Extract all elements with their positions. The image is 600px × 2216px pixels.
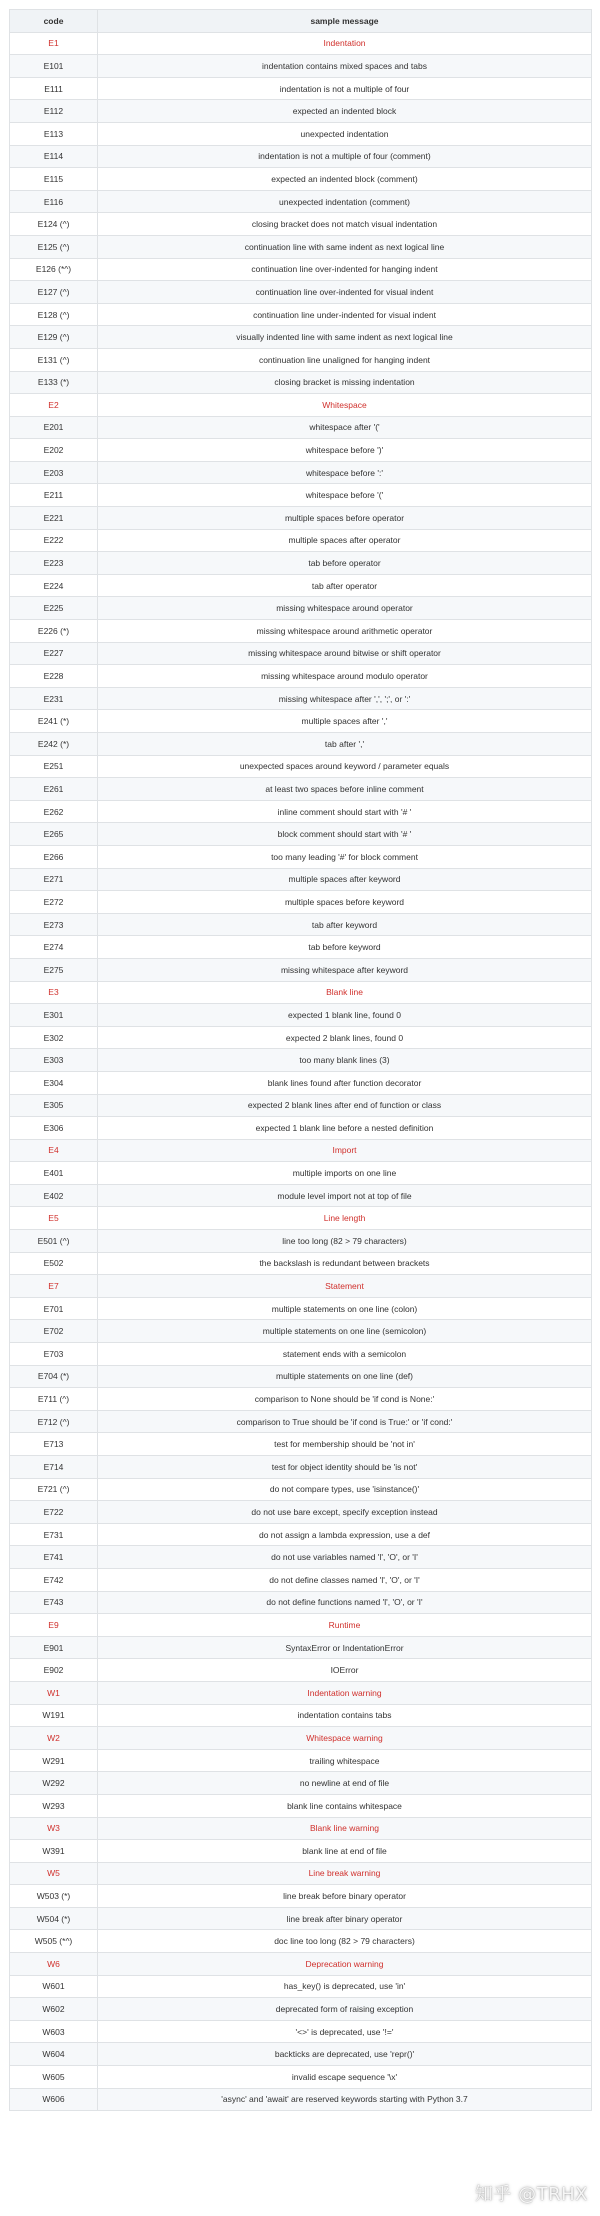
table-row xyxy=(10,281,592,304)
table-row xyxy=(10,1026,592,1049)
message-cell: block comment should start with '# ' xyxy=(98,823,592,846)
code-cell: E222 xyxy=(10,529,98,552)
table-row xyxy=(10,1343,592,1366)
code-cell: W605 xyxy=(10,2066,98,2089)
message-cell: missing whitespace after ',', ';', or ':' xyxy=(98,687,592,710)
message-cell: expected 1 blank line, found 0 xyxy=(98,1004,592,1027)
code-cell: E1 xyxy=(10,32,98,55)
table-row xyxy=(10,1320,592,1343)
message-cell: indentation contains mixed spaces and tabs xyxy=(98,55,592,78)
code-cell: E5 xyxy=(10,1207,98,1230)
message-cell: indentation contains tabs xyxy=(98,1704,592,1727)
message-cell: tab after ',' xyxy=(98,733,592,756)
group-header-row xyxy=(10,394,592,417)
table-row xyxy=(10,1907,592,1930)
table-row xyxy=(10,1071,592,1094)
message-cell: multiple spaces before operator xyxy=(98,507,592,530)
code-cell: E228 xyxy=(10,665,98,688)
message-cell: multiple spaces before keyword xyxy=(98,891,592,914)
code-cell: E9 xyxy=(10,1614,98,1637)
code-cell: E272 xyxy=(10,891,98,914)
message-cell: blank line contains whitespace xyxy=(98,1794,592,1817)
watermark-text: 知乎 @TRHX xyxy=(474,2184,588,2205)
table-row xyxy=(10,1297,592,1320)
message-cell: deprecated form of raising exception xyxy=(98,1998,592,2021)
table-row xyxy=(10,2088,592,2111)
message-cell: '<>' is deprecated, use '!=' xyxy=(98,2020,592,2043)
code-cell: W601 xyxy=(10,1975,98,1998)
table-row xyxy=(10,529,592,552)
table-row xyxy=(10,1523,592,1546)
message-cell: missing whitespace around arithmetic operator xyxy=(98,620,592,643)
group-header-row xyxy=(10,981,592,1004)
table-row xyxy=(10,213,592,236)
message-cell: blank lines found after function decorator xyxy=(98,1071,592,1094)
message-cell: unexpected indentation xyxy=(98,122,592,145)
message-cell: whitespace before ':' xyxy=(98,461,592,484)
table-row xyxy=(10,1794,592,1817)
code-cell: E227 xyxy=(10,642,98,665)
code-cell: E4 xyxy=(10,1139,98,1162)
code-cell: W603 xyxy=(10,2020,98,2043)
message-cell: multiple statements on one line (semicolon) xyxy=(98,1320,592,1343)
code-cell: E265 xyxy=(10,823,98,846)
table-row xyxy=(10,303,592,326)
code-cell: E711 (^) xyxy=(10,1388,98,1411)
code-cell: W291 xyxy=(10,1749,98,1772)
message-cell: multiple spaces after keyword xyxy=(98,868,592,891)
code-cell: E224 xyxy=(10,574,98,597)
message-cell: multiple spaces after ',' xyxy=(98,710,592,733)
code-cell: E211 xyxy=(10,484,98,507)
code-cell: E261 xyxy=(10,778,98,801)
code-cell: W391 xyxy=(10,1840,98,1863)
table-row xyxy=(10,1840,592,1863)
message-cell: continuation line under-indented for visual indent xyxy=(98,303,592,326)
code-cell: E266 xyxy=(10,845,98,868)
code-cell: W3 xyxy=(10,1817,98,1840)
message-cell: indentation is not a multiple of four xyxy=(98,77,592,100)
message-cell: missing whitespace around operator xyxy=(98,597,592,620)
code-cell: E502 xyxy=(10,1252,98,1275)
message-cell: Indentation warning xyxy=(98,1681,592,1704)
message-cell: line break before binary operator xyxy=(98,1885,592,1908)
message-cell: too many leading '#' for block comment xyxy=(98,845,592,868)
table-row xyxy=(10,1365,592,1388)
message-cell: expected an indented block (comment) xyxy=(98,168,592,191)
message-cell: do not use bare except, specify exception instead xyxy=(98,1501,592,1524)
code-cell: E203 xyxy=(10,461,98,484)
code-cell: W604 xyxy=(10,2043,98,2066)
message-cell: IOError xyxy=(98,1659,592,1682)
table-row xyxy=(10,1117,592,1140)
code-cell: E242 (*) xyxy=(10,733,98,756)
message-cell: continuation line over-indented for hanging indent xyxy=(98,258,592,281)
table-row xyxy=(10,1704,592,1727)
table-row xyxy=(10,1094,592,1117)
message-cell: Blank line xyxy=(98,981,592,1004)
message-cell: Blank line warning xyxy=(98,1817,592,1840)
code-cell: W5 xyxy=(10,1862,98,1885)
message-cell: comparison to True should be 'if cond is True:' or 'if cond:' xyxy=(98,1410,592,1433)
table-row xyxy=(10,891,592,914)
code-cell: E274 xyxy=(10,936,98,959)
code-cell: E202 xyxy=(10,439,98,462)
group-header-row xyxy=(10,1139,592,1162)
message-cell: unexpected spaces around keyword / parameter equals xyxy=(98,755,592,778)
table-row xyxy=(10,1885,592,1908)
code-cell: E226 (*) xyxy=(10,620,98,643)
message-cell: multiple spaces after operator xyxy=(98,529,592,552)
message-cell: do not define functions named 'l', 'O', or 'I' xyxy=(98,1591,592,1614)
message-cell: Statement xyxy=(98,1275,592,1298)
code-cell: E223 xyxy=(10,552,98,575)
message-cell: Whitespace xyxy=(98,394,592,417)
message-cell: do not compare types, use 'isinstance()' xyxy=(98,1478,592,1501)
code-cell: W503 (*) xyxy=(10,1885,98,1908)
message-cell: module level import not at top of file xyxy=(98,1184,592,1207)
header-message: sample message xyxy=(98,10,592,33)
table-row xyxy=(10,258,592,281)
table-row xyxy=(10,1591,592,1614)
code-cell: E115 xyxy=(10,168,98,191)
code-cell: E273 xyxy=(10,913,98,936)
table-row xyxy=(10,1252,592,1275)
table-row xyxy=(10,1930,592,1953)
table-row xyxy=(10,2020,592,2043)
table-row xyxy=(10,936,592,959)
table-row xyxy=(10,868,592,891)
table-row xyxy=(10,348,592,371)
code-cell: E124 (^) xyxy=(10,213,98,236)
table-row xyxy=(10,235,592,258)
code-cell: W606 xyxy=(10,2088,98,2111)
table-row xyxy=(10,845,592,868)
message-cell: line break after binary operator xyxy=(98,1907,592,1930)
message-cell: unexpected indentation (comment) xyxy=(98,190,592,213)
message-cell: continuation line with same indent as next logical line xyxy=(98,235,592,258)
message-cell: blank line at end of file xyxy=(98,1840,592,1863)
message-cell: do not define classes named 'l', 'O', or 'I' xyxy=(98,1568,592,1591)
code-cell: E721 (^) xyxy=(10,1478,98,1501)
group-header-row xyxy=(10,32,592,55)
table-row xyxy=(10,755,592,778)
message-cell: test for object identity should be 'is not' xyxy=(98,1456,592,1479)
message-cell: invalid escape sequence '\x' xyxy=(98,2066,592,2089)
table-row xyxy=(10,100,592,123)
code-cell: W293 xyxy=(10,1794,98,1817)
table-row xyxy=(10,1772,592,1795)
code-cell: E225 xyxy=(10,597,98,620)
code-cell: E231 xyxy=(10,687,98,710)
message-cell: line too long (82 > 79 characters) xyxy=(98,1230,592,1253)
message-cell: do not assign a lambda expression, use a def xyxy=(98,1523,592,1546)
code-cell: E114 xyxy=(10,145,98,168)
message-cell: Import xyxy=(98,1139,592,1162)
message-cell: no newline at end of file xyxy=(98,1772,592,1795)
message-cell: test for membership should be 'not in' xyxy=(98,1433,592,1456)
error-code-table-container xyxy=(9,9,591,2111)
message-cell: SyntaxError or IndentationError xyxy=(98,1636,592,1659)
message-cell: closing bracket is missing indentation xyxy=(98,371,592,394)
code-cell: E501 (^) xyxy=(10,1230,98,1253)
group-header-row xyxy=(10,1953,592,1976)
message-cell: tab before keyword xyxy=(98,936,592,959)
message-cell: indentation is not a multiple of four (comment) xyxy=(98,145,592,168)
table-row xyxy=(10,1388,592,1411)
table-row xyxy=(10,687,592,710)
code-cell: E741 xyxy=(10,1546,98,1569)
table-row xyxy=(10,778,592,801)
table-row xyxy=(10,1636,592,1659)
code-cell: E131 (^) xyxy=(10,348,98,371)
table-row xyxy=(10,1230,592,1253)
group-header-row xyxy=(10,1862,592,1885)
code-cell: E901 xyxy=(10,1636,98,1659)
table-row xyxy=(10,642,592,665)
message-cell: tab before operator xyxy=(98,552,592,575)
table-row xyxy=(10,77,592,100)
table-row xyxy=(10,1410,592,1433)
message-cell: whitespace before ')' xyxy=(98,439,592,462)
code-cell: E702 xyxy=(10,1320,98,1343)
code-cell: E127 (^) xyxy=(10,281,98,304)
message-cell: tab after operator xyxy=(98,574,592,597)
table-row xyxy=(10,416,592,439)
message-cell: expected 1 blank line before a nested definition xyxy=(98,1117,592,1140)
code-cell: E302 xyxy=(10,1026,98,1049)
table-row xyxy=(10,574,592,597)
message-cell: backticks are deprecated, use 'repr()' xyxy=(98,2043,592,2066)
table-row xyxy=(10,439,592,462)
code-cell: E133 (*) xyxy=(10,371,98,394)
code-cell: E275 xyxy=(10,958,98,981)
message-cell: do not use variables named 'l', 'O', or 'I' xyxy=(98,1546,592,1569)
code-cell: E128 (^) xyxy=(10,303,98,326)
code-cell: E701 xyxy=(10,1297,98,1320)
code-cell: E116 xyxy=(10,190,98,213)
header-code: code xyxy=(10,10,98,33)
table-row xyxy=(10,800,592,823)
message-cell: continuation line unaligned for hanging indent xyxy=(98,348,592,371)
table-row xyxy=(10,913,592,936)
message-cell: Deprecation warning xyxy=(98,1953,592,1976)
message-cell: comparison to None should be 'if cond is None:' xyxy=(98,1388,592,1411)
table-row xyxy=(10,484,592,507)
table-row xyxy=(10,1568,592,1591)
code-cell: E112 xyxy=(10,100,98,123)
message-cell: Indentation xyxy=(98,32,592,55)
message-cell: has_key() is deprecated, use 'in' xyxy=(98,1975,592,1998)
code-cell: E101 xyxy=(10,55,98,78)
message-cell: at least two spaces before inline comment xyxy=(98,778,592,801)
code-cell: W1 xyxy=(10,1681,98,1704)
message-cell: whitespace before '(' xyxy=(98,484,592,507)
table-row xyxy=(10,461,592,484)
table-row xyxy=(10,371,592,394)
table-row xyxy=(10,2066,592,2089)
code-cell: E713 xyxy=(10,1433,98,1456)
code-cell: E742 xyxy=(10,1568,98,1591)
table-row xyxy=(10,1975,592,1998)
code-cell: E731 xyxy=(10,1523,98,1546)
table-row xyxy=(10,665,592,688)
table-row xyxy=(10,168,592,191)
code-cell: E743 xyxy=(10,1591,98,1614)
group-header-row xyxy=(10,1817,592,1840)
code-cell: E221 xyxy=(10,507,98,530)
message-cell: doc line too long (82 > 79 characters) xyxy=(98,1930,592,1953)
code-cell: E902 xyxy=(10,1659,98,1682)
table-row xyxy=(10,507,592,530)
table-row xyxy=(10,1478,592,1501)
table-row xyxy=(10,1749,592,1772)
message-cell: expected 2 blank lines, found 0 xyxy=(98,1026,592,1049)
message-cell: 'async' and 'await' are reserved keywords starting with Python 3.7 xyxy=(98,2088,592,2111)
message-cell: Runtime xyxy=(98,1614,592,1637)
code-cell: E714 xyxy=(10,1456,98,1479)
code-cell: E2 xyxy=(10,394,98,417)
message-cell: closing bracket does not match visual indentation xyxy=(98,213,592,236)
code-cell: W292 xyxy=(10,1772,98,1795)
table-row xyxy=(10,1184,592,1207)
code-cell: W505 (*^) xyxy=(10,1930,98,1953)
message-cell: missing whitespace around modulo operator xyxy=(98,665,592,688)
message-cell: visually indented line with same indent as next logical line xyxy=(98,326,592,349)
message-cell: tab after keyword xyxy=(98,913,592,936)
message-cell: whitespace after '(' xyxy=(98,416,592,439)
message-cell: trailing whitespace xyxy=(98,1749,592,1772)
code-cell: W2 xyxy=(10,1727,98,1750)
table-row xyxy=(10,1659,592,1682)
code-cell: E3 xyxy=(10,981,98,1004)
message-cell: missing whitespace around bitwise or shift operator xyxy=(98,642,592,665)
table-row xyxy=(10,1433,592,1456)
code-cell: E125 (^) xyxy=(10,235,98,258)
code-cell: E704 (*) xyxy=(10,1365,98,1388)
table-row xyxy=(10,1501,592,1524)
code-cell: E401 xyxy=(10,1162,98,1185)
code-cell: E129 (^) xyxy=(10,326,98,349)
code-cell: W6 xyxy=(10,1953,98,1976)
header-row xyxy=(10,10,592,33)
code-cell: E251 xyxy=(10,755,98,778)
table-row xyxy=(10,2043,592,2066)
table-row xyxy=(10,1546,592,1569)
table-row xyxy=(10,1456,592,1479)
message-cell: Line length xyxy=(98,1207,592,1230)
table-row xyxy=(10,1049,592,1072)
message-cell: statement ends with a semicolon xyxy=(98,1343,592,1366)
table-header xyxy=(10,10,592,33)
table-row xyxy=(10,597,592,620)
code-cell: E402 xyxy=(10,1184,98,1207)
code-cell: E703 xyxy=(10,1343,98,1366)
code-cell: W191 xyxy=(10,1704,98,1727)
code-cell: E113 xyxy=(10,122,98,145)
table-row xyxy=(10,55,592,78)
table-row xyxy=(10,958,592,981)
code-cell: E271 xyxy=(10,868,98,891)
code-cell: E722 xyxy=(10,1501,98,1524)
code-cell: W602 xyxy=(10,1998,98,2021)
table-row xyxy=(10,620,592,643)
message-cell: multiple imports on one line xyxy=(98,1162,592,1185)
code-cell: E111 xyxy=(10,77,98,100)
code-cell: E262 xyxy=(10,800,98,823)
group-header-row xyxy=(10,1207,592,1230)
code-cell: E712 (^) xyxy=(10,1410,98,1433)
code-cell: E126 (*^) xyxy=(10,258,98,281)
message-cell: multiple statements on one line (colon) xyxy=(98,1297,592,1320)
message-cell: the backslash is redundant between brackets xyxy=(98,1252,592,1275)
message-cell: too many blank lines (3) xyxy=(98,1049,592,1072)
error-code-table xyxy=(9,9,592,2111)
table-row xyxy=(10,1162,592,1185)
table-body xyxy=(10,32,592,2111)
group-header-row xyxy=(10,1681,592,1704)
table-row xyxy=(10,122,592,145)
table-row xyxy=(10,823,592,846)
code-cell: E201 xyxy=(10,416,98,439)
message-cell: missing whitespace after keyword xyxy=(98,958,592,981)
table-row xyxy=(10,1998,592,2021)
table-row xyxy=(10,326,592,349)
table-row xyxy=(10,1004,592,1027)
code-cell: E303 xyxy=(10,1049,98,1072)
code-cell: W504 (*) xyxy=(10,1907,98,1930)
table-row xyxy=(10,733,592,756)
table-row xyxy=(10,552,592,575)
message-cell: expected an indented block xyxy=(98,100,592,123)
message-cell: expected 2 blank lines after end of function or class xyxy=(98,1094,592,1117)
message-cell: Line break warning xyxy=(98,1862,592,1885)
group-header-row xyxy=(10,1275,592,1298)
message-cell: inline comment should start with '# ' xyxy=(98,800,592,823)
code-cell: E306 xyxy=(10,1117,98,1140)
message-cell: Whitespace warning xyxy=(98,1727,592,1750)
code-cell: E7 xyxy=(10,1275,98,1298)
message-cell: multiple statements on one line (def) xyxy=(98,1365,592,1388)
group-header-row xyxy=(10,1727,592,1750)
code-cell: E241 (*) xyxy=(10,710,98,733)
code-cell: E304 xyxy=(10,1071,98,1094)
table-row xyxy=(10,145,592,168)
table-row xyxy=(10,190,592,213)
message-cell: continuation line over-indented for visual indent xyxy=(98,281,592,304)
code-cell: E301 xyxy=(10,1004,98,1027)
group-header-row xyxy=(10,1614,592,1637)
table-row xyxy=(10,710,592,733)
code-cell: E305 xyxy=(10,1094,98,1117)
